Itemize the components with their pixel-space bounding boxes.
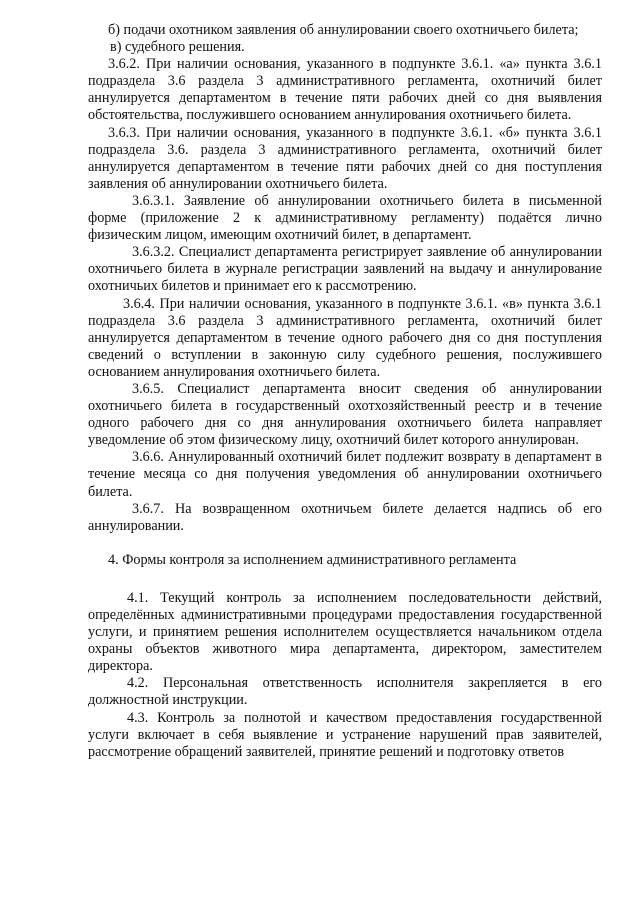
section-spacer [88,569,602,590]
section-4-heading: 4. Формы контроля за исполнением административного регламента [108,551,517,568]
list-item-c: в) судебного решения. [110,39,245,56]
paragraph-3-6-2: 3.6.2. При наличии основания, указанного в подпункте 3.6.1. «а» пункта 3.6.1 подраздела 3.6 раздела 3 административного регламента, охотничий билет аннулируется департаментом в течение пяти рабочих дней со дня выявления обстоятельства, послужившего основанием аннулирования охотничьего билета. [88,56,602,124]
paragraph-3-6-5: 3.6.5. Специалист департамента вносит сведения об аннулировании охотничьего билета в государственный охотхозяйственный реестр и в течение одного рабочего дня со дня аннулирования охотничьего билета направляет уведомление об этом физическому лицу, охотничий билет которого аннулирован. [88,380,602,449]
paragraph-3-6-3-1: 3.6.3.1. Заявление об аннулировании охотничьего билета в письменной форме (приложение 2 к административному регламенту) подаётся лично физическим лицом, имеющим охотничий билет, в департамент. [88,192,602,244]
document-page [88,22,602,761]
paragraph-3-6-3-2: 3.6.3.2. Специалист департамента регистрирует заявление об аннулировании охотничьего билета в журнале регистрации заявлений на выдачу и аннулирование охотничьих билетов и принимает его к рассмотрению. [88,244,602,295]
paragraph-3-6-4: 3.6.4. При наличии основания, указанного в подпункте 3.6.1. «в» пункта 3.6.1 подраздела 3.6 раздела 3 административного регламента, охотничий билет аннулируется департаментом в течение одного рабочего дня со дня поступления сведений о вступлении в законную силу судебного решения, послужившего основанием аннулирования охотничьего билета. [88,295,602,380]
section-spacer [88,535,602,552]
paragraph-3-6-3: 3.6.3. При наличии основания, указанного в подпункте 3.6.1. «б» пункта 3.6.1 подраздела 3.6. раздела 3 административного регламента, охотничий билет аннулируется департаментом в течение пяти рабочих дней со дня поступления заявления об аннулировании охотничьего билета. [88,124,602,192]
paragraph-3-6-7: 3.6.7. На возвращенном охотничьем билете делается надпись об его аннулировании. [88,500,602,534]
paragraph-4-2: 4.2. Персональная ответственность исполнителя закрепляется в его должностной инструкции. [88,675,602,709]
paragraph-3-6-6: 3.6.6. Аннулированный охотничий билет подлежит возврату в департамент в течение месяца со дня получения уведомления об аннулировании охотничьего билета. [88,449,602,500]
list-item-b: б) подачи охотником заявления об аннулировании своего охотничьего билета; [108,22,579,38]
paragraph-4-1: 4.1. Текущий контроль за исполнением последовательности действий, определённых административными процедурами предоставления государственной услуги, и принятием решения исполнителем осуществляется начальником отдела охраны объектов животного мира департамента, директором, заместителем директора. [88,589,602,675]
paragraph-4-3: 4.3. Контроль за полнотой и качеством предоставления государственной услуги включает в себя выявление и устранение нарушений прав заявителей, рассмотрение обращений заявителей, принятие решений и подготовку ответов [88,709,602,760]
